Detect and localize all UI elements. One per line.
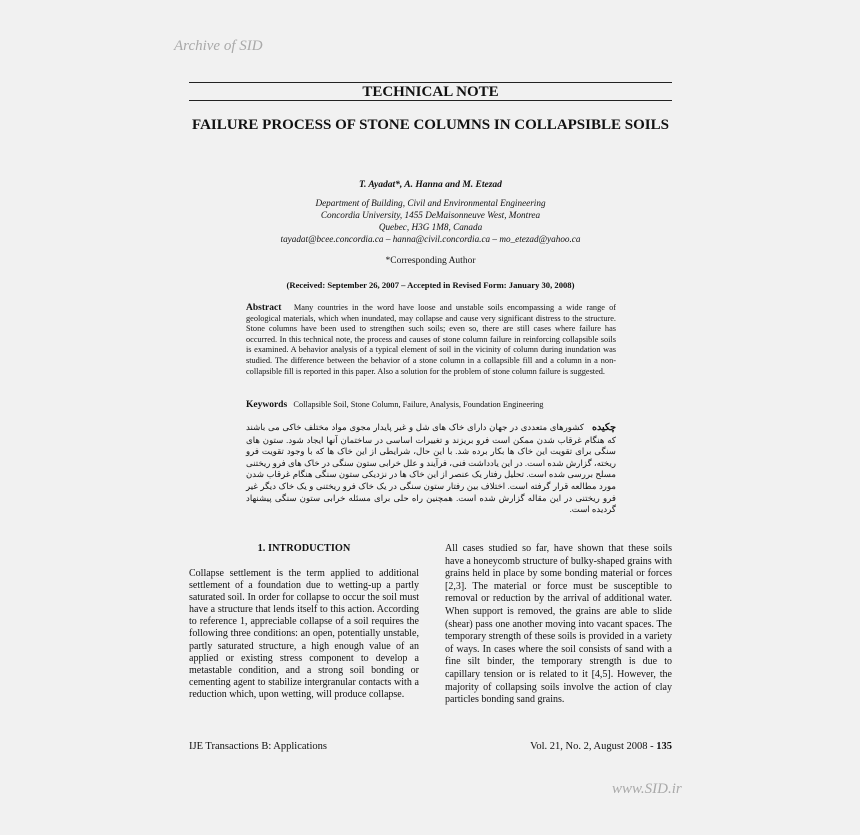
keywords — [246, 400, 616, 410]
intro-right-column: All cases studied so far, have shown that these soils have a honeycomb structure of bulky-shaped grains with grains held in place by some bonding material or forces [2,3]. The material or force must be susceptible to removal or reduction by the arrival of additional water. When support is removed, the grains are able to slide (shear) pass one another moving into vacant spaces. The temporary strength of these soils is provided in a variety of ways. In cases where the soil consists of sand with a fine silt binder, the temporary strength is due to capillary tension or is related to it [4,5]. However, the majority of collapsing soils involve the action of clay particles bonding sand grains. — [445, 543, 672, 706]
bottom-rule — [189, 100, 672, 101]
affiliation — [189, 197, 672, 245]
persian-abstract-label: چکیده — [592, 423, 616, 433]
paper-title: FAILURE PROCESS OF STONE COLUMNS IN COLLAPSIBLE SOILS — [192, 117, 669, 133]
footer-journal: IJE Transactions B: Applications — [189, 741, 327, 752]
persian-abstract — [246, 422, 616, 516]
top-rule — [189, 82, 672, 83]
page-number: 135 — [656, 741, 672, 752]
affiliation-university: Concordia University, 1455 DeMaisonneuve West, Montrea — [320, 210, 541, 220]
abstract-label: Abstract — [246, 303, 282, 313]
watermark-top: Archive of SID — [174, 38, 263, 54]
affiliation-department: Department of Building, Civil and Environmental Engineering — [315, 198, 546, 208]
persian-abstract-text: کشورهای متعددی در جهان دارای خاک های شل و غیر پایدار مجوی مواد مختلف خاکی می باشند که هنگام غرقاب شدن ممکن است فرو بریزند و تغییرات اساسی در ساختمان آنها ایجاد شود. ستون های سنگی برای تقویت این خاک ها بکار برده شد. با این حال، شرایطی از این خاک ها که با وجود تقویت فرو ریخته، گزارش شده است. در این یادداشت فنی، فرآیند و علل خرابی ستون سنگی در خاک های فرو ریختنی مسلح بررسی شده است. تحلیل رفتار یک عنصر از این خاک ها در نزدیکی ستون سنگی هنگام غرقاب شدن مورد مطالعه قرار گرفته است. اختلاف بین رفتار ستون سنگی در یک خاک فرو ریختنی و یک خاک دیگر غیر فرو ریختنی در این مقاله گزارش شده است. همچنین راه حلی برای مسئله خرابی ستون سنگی پیشنهاد گردیده است. — [246, 422, 616, 515]
intro-heading: 1. INTRODUCTION — [257, 543, 351, 554]
footer-volume — [530, 741, 672, 752]
intro-left-column: Collapse settlement is the term applied to additional settlement of a foundation due to wetting-up a partly saturated soil. In order for collapse to occur the soil must have a structure that lends itself to this action. According to reference 1, appreciable collapse of a soil requires the following three conditions: an open, potentially unstable, partly saturated structure, a high enough value of an applied or existing stress component to develop a metastable condition, and a strong soil bonding or cementing agent to stabilize intergranular contacts with a reduction which, upon wetting, will produce collapse. — [189, 568, 419, 700]
affiliation-city: Quebec, H3G 1M8, Canada — [378, 222, 483, 232]
footer-volume-text: Vol. 21, No. 2, August 2008 - — [530, 741, 657, 752]
author-list: T. Ayadat*, A. Hanna and M. Etezad — [359, 180, 502, 190]
received-dates: (Received: September 26, 2007 – Accepted in Revised Form: January 30, 2008) — [286, 280, 575, 290]
corresponding-author: *Corresponding Author — [385, 256, 476, 266]
keywords-label: Keywords — [246, 400, 288, 410]
keywords-text: Collapsible Soil, Stone Column, Failure, Analysis, Foundation Engineering — [293, 400, 544, 409]
section-label: TECHNICAL NOTE — [362, 84, 499, 100]
watermark-bottom: www.SID.ir — [612, 781, 682, 797]
author-emails: tayadat@bcee.concordia.ca – hanna@civil.concordia.ca – mo_etezad@yahoo.ca — [280, 234, 581, 244]
abstract-text: Many countries in the word have loose and unstable soils encompassing a wide range of geological materials, which when inundated, may collapse and cause very significant distress to the structure. Stone columns have been used to strengthen such soils; even so, there are still cases where failure has occurred. In this technical note, the process and causes of stone column failure in reinforcing collapsible soils is examined. A behavior analysis of a typical element of soil in the vicinity of column during inundation was studied. The difference between the behavior of a stone column in a collapsible fill and a column in a non-collapsible fill is reported in this paper. Also a solution for the problem of stone column failure is suggested. — [246, 303, 616, 376]
abstract — [246, 303, 616, 377]
